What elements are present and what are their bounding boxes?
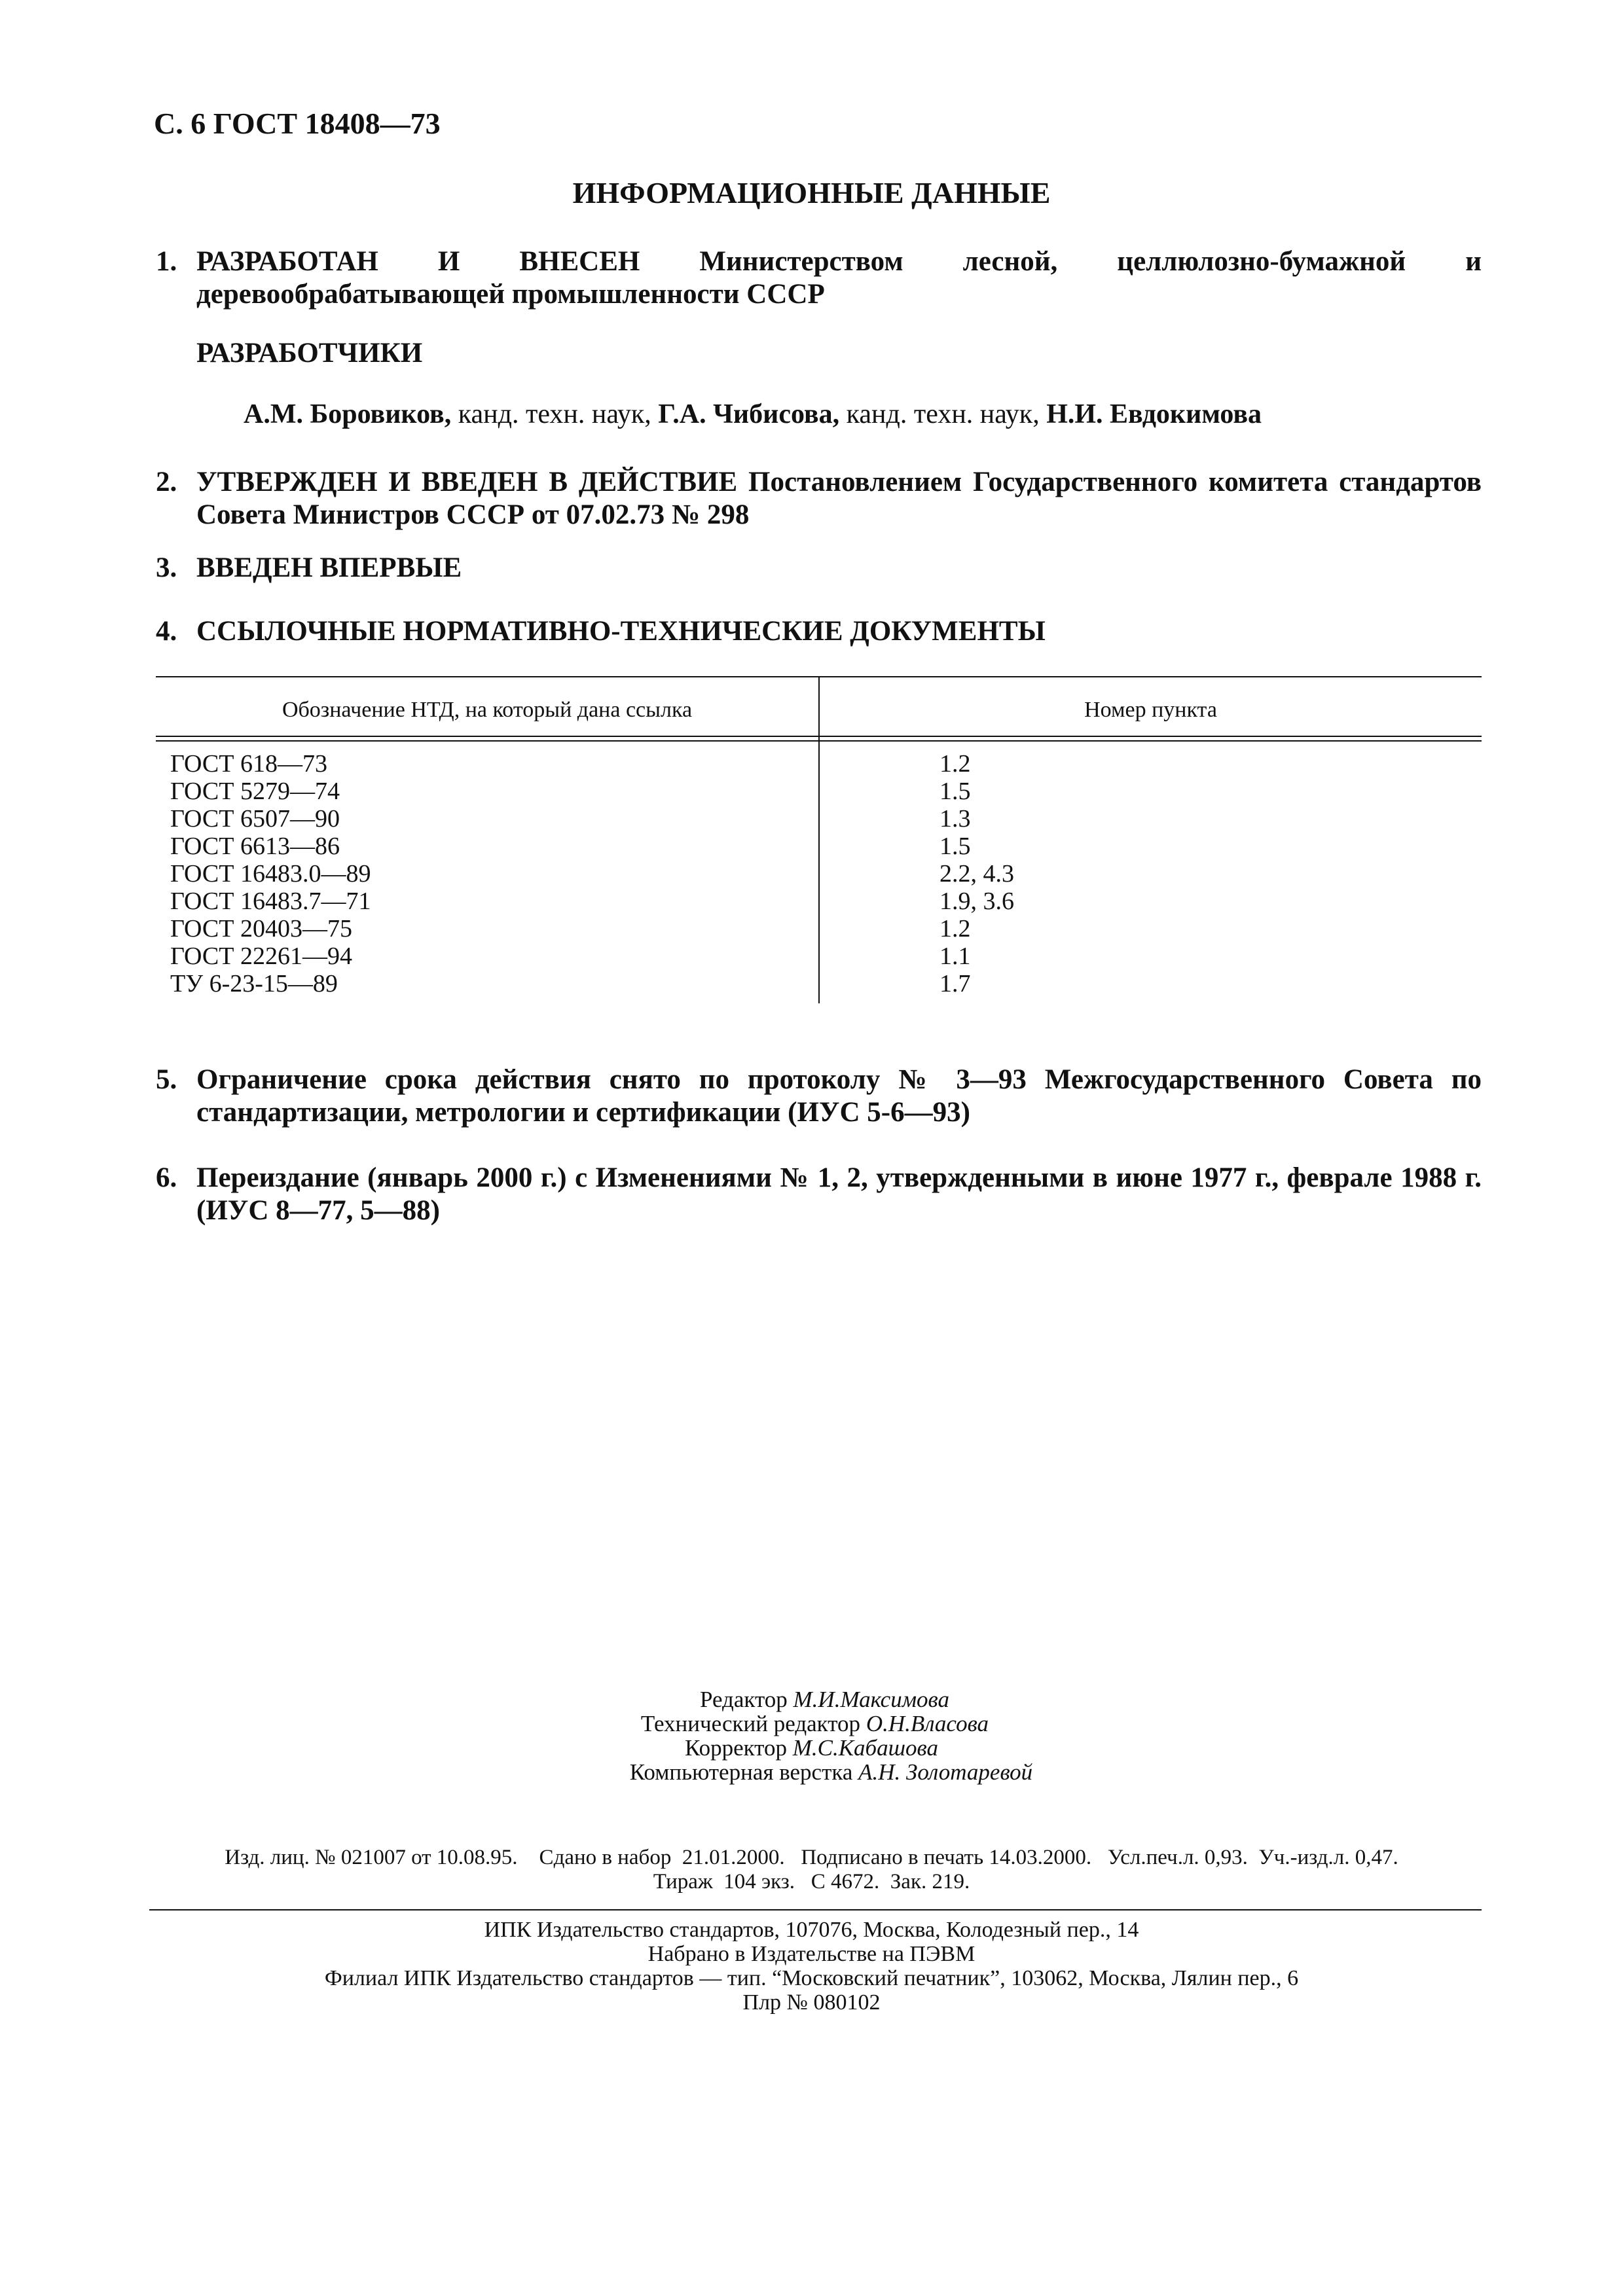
imprint-line: Тираж 104 экз. С 4672. Зак. 219. bbox=[653, 1870, 970, 1893]
section-heading: ССЫЛОЧНЫЕ НОРМАТИВНО-ТЕХНИЧЕСКИЕ ДОКУМЕНТЫ bbox=[196, 616, 1046, 647]
table-cell-doc: ГОСТ 16483.0—89 bbox=[170, 860, 371, 888]
developer-degree: канд. техн. наук, bbox=[846, 399, 1040, 429]
publisher-block bbox=[0, 1918, 1623, 2015]
developer-degree: канд. техн. наук, bbox=[458, 399, 651, 429]
section-5 bbox=[156, 1064, 1482, 1129]
table-cell-item: 1.3 bbox=[939, 805, 971, 833]
page-header: С. 6 ГОСТ 18408—73 bbox=[154, 107, 441, 140]
table-cell-doc: ГОСТ 6507—90 bbox=[170, 805, 340, 833]
table-cell-doc: ГОСТ 20403—75 bbox=[170, 915, 352, 942]
page-title: ИНФОРМАЦИОННЫЕ ДАННЫЕ bbox=[572, 176, 1051, 209]
credit-name: М.С.Кабашова bbox=[792, 1735, 938, 1761]
credit-label: Технический редактор bbox=[640, 1711, 861, 1736]
section-text: Ограничение срока действия снято по протоколу № 3—93 Межгосударственного Совета по стандартизации, метрологии и сертификации (ИУС 5-6—93) bbox=[196, 1064, 1482, 1128]
table-cell-item: 2.2, 4.3 bbox=[939, 860, 1014, 888]
imprint-line: Изд. лиц. № 021007 от 10.08.95. Сдано в набор 21.01.2000. Подписано в печать 14.03.2000. Усл.печ.л. 0,93. Уч.-изд.л. 0,47. bbox=[225, 1846, 1398, 1869]
section-text: Постановлением Государственного комитета стандартов Совета Министров СССР от 07.02.73 № 298 bbox=[196, 467, 1482, 530]
section-number: 5. bbox=[156, 1064, 177, 1095]
publisher-line: Плр № 080102 bbox=[742, 1990, 881, 2015]
section-6 bbox=[156, 1162, 1482, 1227]
section-1 bbox=[156, 245, 1482, 311]
section-heading: ВВЕДЕН ВПЕРВЫЕ bbox=[196, 552, 462, 583]
credit-name: О.Н.Власова bbox=[866, 1711, 989, 1736]
credit-name: А.Н. Золотаревой bbox=[858, 1759, 1033, 1785]
credit-label: Редактор bbox=[699, 1687, 788, 1712]
table-cell-doc: ГОСТ 16483.7—71 bbox=[170, 888, 371, 915]
table-header-document: Обозначение НТД, на который дана ссылка bbox=[282, 698, 693, 722]
developer-name: А.М. Боровиков, bbox=[244, 399, 452, 429]
footer-rule bbox=[149, 1909, 1482, 1910]
section-3 bbox=[156, 552, 462, 584]
section-2 bbox=[156, 466, 1482, 531]
section-number: 2. bbox=[156, 467, 177, 497]
credits-block bbox=[0, 1687, 1623, 1784]
publisher-line: Филиал ИПК Издательство стандартов — тип. “Московский печатник”, 103062, Москва, Лялин пер., 6 bbox=[324, 1966, 1299, 1990]
publisher-line: Набрано в Издательстве на ПЭВМ bbox=[647, 1942, 976, 1966]
table-cell-doc: ГОСТ 5279—74 bbox=[170, 778, 340, 805]
section-text: Переиздание (январь 2000 г.) с Изменениями № 1, 2, утвержденными в июне 1977 г., феврале 1988 г. (ИУС 8—77, 5—88) bbox=[196, 1162, 1482, 1226]
table-cell-item: 1.2 bbox=[939, 915, 971, 942]
table-cell-item: 1.5 bbox=[939, 833, 971, 860]
table-column-divider bbox=[818, 676, 820, 1003]
table-cell-item: 1.1 bbox=[939, 942, 971, 970]
credit-label: Корректор bbox=[685, 1735, 788, 1761]
reference-table bbox=[156, 676, 1482, 1003]
section-4 bbox=[156, 615, 1046, 648]
developer-name: Г.А. Чибисова, bbox=[658, 399, 840, 429]
section-number: 6. bbox=[156, 1162, 177, 1193]
section-text: Министерством лесной, целлюлозно-бумажной и деревообрабатывающей промышленности СССР bbox=[196, 246, 1482, 310]
table-cell-item: 1.2 bbox=[939, 750, 971, 778]
table-cell-doc: ТУ 6-23-15—89 bbox=[170, 970, 338, 997]
table-cell-item: 1.7 bbox=[939, 970, 971, 997]
credit-label: Компьютерная верстка bbox=[629, 1759, 853, 1785]
credit-name: М.И.Максимова bbox=[793, 1687, 949, 1712]
developers-heading-block bbox=[156, 337, 422, 370]
section-number: 4. bbox=[156, 616, 177, 647]
table-cell-doc: ГОСТ 22261—94 bbox=[170, 942, 352, 970]
table-cell-doc: ГОСТ 618—73 bbox=[170, 750, 327, 778]
section-number: 3. bbox=[156, 552, 177, 583]
developer-name: Н.И. Евдокимова bbox=[1046, 399, 1262, 429]
table-column-items bbox=[939, 750, 1014, 997]
imprint-block bbox=[0, 1846, 1623, 1894]
developers-heading: РАЗРАБОТЧИКИ bbox=[196, 338, 423, 368]
table-column-documents bbox=[170, 750, 371, 997]
table-cell-item: 1.5 bbox=[939, 778, 971, 805]
table-header-item: Номер пункта bbox=[1084, 698, 1217, 722]
table-cell-item: 1.9, 3.6 bbox=[939, 888, 1014, 915]
table-cell-doc: ГОСТ 6613—86 bbox=[170, 833, 340, 860]
section-heading: РАЗРАБОТАН И ВНЕСЕН bbox=[196, 246, 640, 277]
developers-list bbox=[244, 399, 1262, 430]
publisher-line: ИПК Издательство стандартов, 107076, Москва, Колодезный пер., 14 bbox=[484, 1918, 1139, 1942]
section-number: 1. bbox=[156, 246, 177, 277]
section-heading: УТВЕРЖДЕН И ВВЕДЕН В ДЕЙСТВИЕ bbox=[196, 467, 738, 497]
